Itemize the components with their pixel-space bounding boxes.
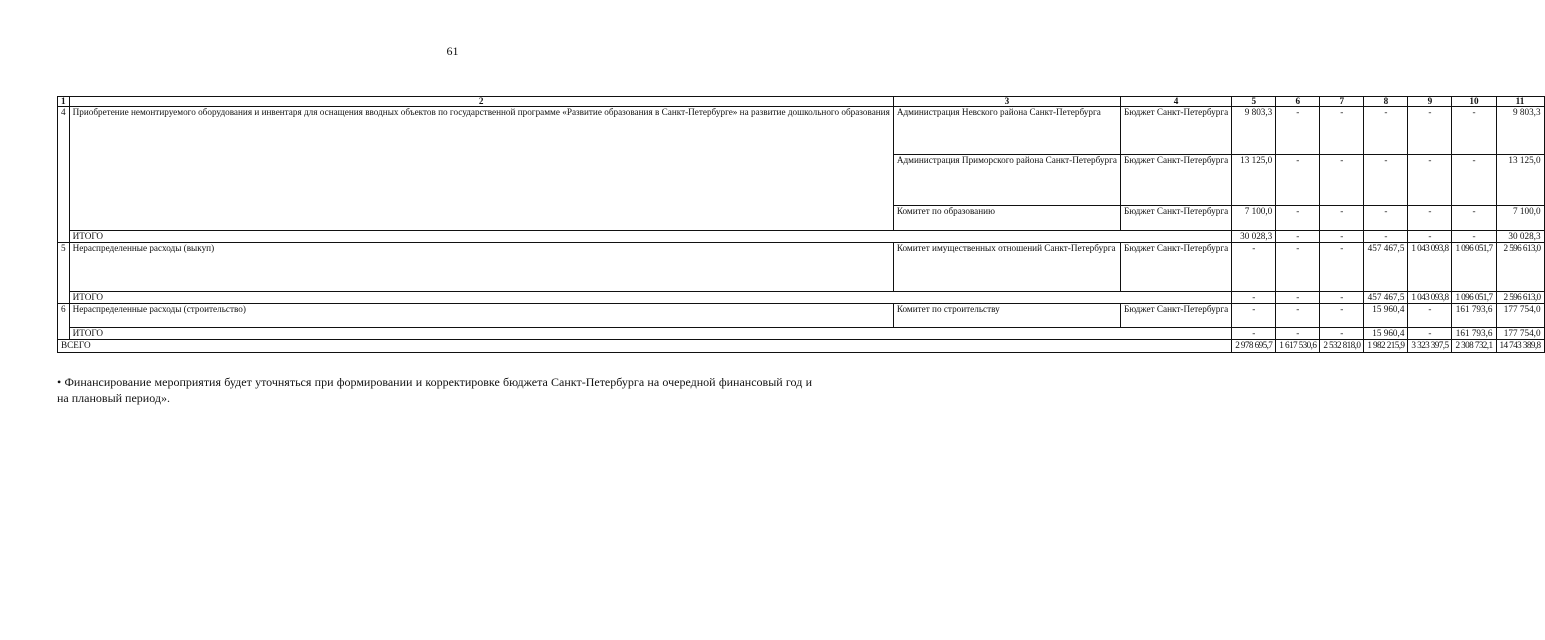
- value-cell: -: [1452, 231, 1496, 243]
- value-cell: -: [1408, 328, 1452, 340]
- value-cell: 161 793,6: [1452, 304, 1496, 328]
- value-cell: 1 982 215,9: [1364, 340, 1408, 353]
- executor: Комитет по строительству: [893, 304, 1120, 328]
- value-cell: -: [1452, 107, 1496, 155]
- table-row: [58, 107, 1545, 155]
- value-cell: 1 043 093,8: [1408, 243, 1452, 292]
- grand-total-row: [58, 340, 1545, 353]
- value-cell: 2 596 613,0: [1496, 243, 1544, 292]
- subtotal-row: [58, 231, 1545, 243]
- funding-source: Бюджет Санкт-Петербурга: [1120, 206, 1231, 231]
- value-cell: 7 100,0: [1232, 206, 1276, 231]
- executor: Администрация Приморского района Санкт-Петербурга: [893, 155, 1120, 206]
- header-cell: 4: [1120, 97, 1231, 107]
- value-cell: 2 596 613,0: [1496, 292, 1544, 304]
- executor: Комитет имущественных отношений Санкт-Петербурга: [893, 243, 1120, 292]
- value-cell: -: [1320, 155, 1364, 206]
- header-cell: 2: [69, 97, 893, 107]
- value-cell: -: [1276, 328, 1320, 340]
- value-cell: 457 467,5: [1364, 292, 1408, 304]
- value-cell: -: [1276, 231, 1320, 243]
- value-cell: 177 754,0: [1496, 328, 1544, 340]
- value-cell: -: [1452, 155, 1496, 206]
- footnote: • Финансирование мероприятия будет уточняться при формировании и корректировке бюджета Санкт-Петербурга на очередной финансовый год и на плановый период».: [57, 375, 812, 405]
- value-cell: -: [1320, 107, 1364, 155]
- value-cell: -: [1364, 107, 1408, 155]
- value-cell: -: [1276, 304, 1320, 328]
- executor: Администрация Невского района Санкт-Петербурга: [893, 107, 1120, 155]
- activity-name: Нераспределенные расходы (строительство): [69, 304, 893, 328]
- value-cell: 30 028,3: [1232, 231, 1276, 243]
- value-cell: 2 308 732,1: [1452, 340, 1496, 353]
- value-cell: 1 617 530,6: [1276, 340, 1320, 353]
- executor: Комитет по образованию: [893, 206, 1120, 231]
- value-cell: 14 743 389,8: [1496, 340, 1544, 353]
- value-cell: -: [1276, 292, 1320, 304]
- activity-name: Приобретение немонтируемого оборудования и инвентаря для оснащения вводных объектов по государственной программе «Развитие образования в Санкт-Петербурге» на развитие дошкольного образования: [69, 107, 893, 231]
- value-cell: 30 028,3: [1496, 231, 1544, 243]
- value-cell: -: [1232, 292, 1276, 304]
- value-cell: -: [1320, 328, 1364, 340]
- header-cell: 9: [1408, 97, 1452, 107]
- subtotal-label: ИТОГО: [69, 292, 1232, 304]
- value-cell: 15 960,4: [1364, 328, 1408, 340]
- header-cell: 10: [1452, 97, 1496, 107]
- value-cell: -: [1276, 243, 1320, 292]
- header-cell: 8: [1364, 97, 1408, 107]
- value-cell: 7 100,0: [1496, 206, 1544, 231]
- value-cell: 177 754,0: [1496, 304, 1544, 328]
- value-cell: -: [1276, 155, 1320, 206]
- value-cell: -: [1320, 231, 1364, 243]
- value-cell: -: [1364, 206, 1408, 231]
- subtotal-row: [58, 292, 1545, 304]
- value-cell: -: [1364, 231, 1408, 243]
- header-cell: 1: [58, 97, 70, 107]
- value-cell: 15 960,4: [1364, 304, 1408, 328]
- value-cell: -: [1276, 107, 1320, 155]
- funding-source: Бюджет Санкт-Петербурга: [1120, 243, 1231, 292]
- value-cell: 13 125,0: [1232, 155, 1276, 206]
- value-cell: -: [1232, 304, 1276, 328]
- activity-name: Нераспределенные расходы (выкуп): [69, 243, 893, 292]
- funding-source: Бюджет Санкт-Петербурга: [1120, 107, 1231, 155]
- value-cell: -: [1320, 304, 1364, 328]
- value-cell: 1 043 093,8: [1408, 292, 1452, 304]
- value-cell: 9 803,3: [1232, 107, 1276, 155]
- value-cell: -: [1276, 206, 1320, 231]
- value-cell: 161 793,6: [1452, 328, 1496, 340]
- value-cell: -: [1320, 243, 1364, 292]
- page-number: 61: [446, 44, 459, 58]
- value-cell: -: [1408, 231, 1452, 243]
- header-cell: 11: [1496, 97, 1544, 107]
- budget-table: [57, 96, 1545, 353]
- value-cell: 9 803,3: [1496, 107, 1544, 155]
- header-row: [58, 97, 1545, 107]
- value-cell: 13 125,0: [1496, 155, 1544, 206]
- grand-total-label: ВСЕГО: [58, 340, 1232, 353]
- subtotal-label: ИТОГО: [69, 328, 1232, 340]
- value-cell: -: [1320, 292, 1364, 304]
- value-cell: -: [1320, 206, 1364, 231]
- funding-source: Бюджет Санкт-Петербурга: [1120, 155, 1231, 206]
- value-cell: 1 096 051,7: [1452, 292, 1496, 304]
- row-number: 4: [58, 107, 70, 243]
- value-cell: 3 323 397,5: [1408, 340, 1452, 353]
- header-cell: 5: [1232, 97, 1276, 107]
- value-cell: 2 978 695,7: [1232, 340, 1276, 353]
- value-cell: -: [1408, 304, 1452, 328]
- row-number: 5: [58, 243, 70, 304]
- value-cell: -: [1364, 155, 1408, 206]
- value-cell: -: [1408, 206, 1452, 231]
- value-cell: -: [1232, 328, 1276, 340]
- funding-source: Бюджет Санкт-Петербурга: [1120, 304, 1231, 328]
- header-cell: 7: [1320, 97, 1364, 107]
- value-cell: -: [1452, 206, 1496, 231]
- value-cell: 1 096 051,7: [1452, 243, 1496, 292]
- subtotal-label: ИТОГО: [69, 231, 1232, 243]
- table-row: [58, 304, 1545, 328]
- header-cell: 3: [893, 97, 1120, 107]
- value-cell: -: [1408, 107, 1452, 155]
- value-cell: 457 467,5: [1364, 243, 1408, 292]
- value-cell: -: [1232, 243, 1276, 292]
- subtotal-row: [58, 328, 1545, 340]
- row-number: 6: [58, 304, 70, 340]
- table-row: [58, 243, 1545, 292]
- value-cell: 2 532 818,0: [1320, 340, 1364, 353]
- value-cell: -: [1408, 155, 1452, 206]
- header-cell: 6: [1276, 97, 1320, 107]
